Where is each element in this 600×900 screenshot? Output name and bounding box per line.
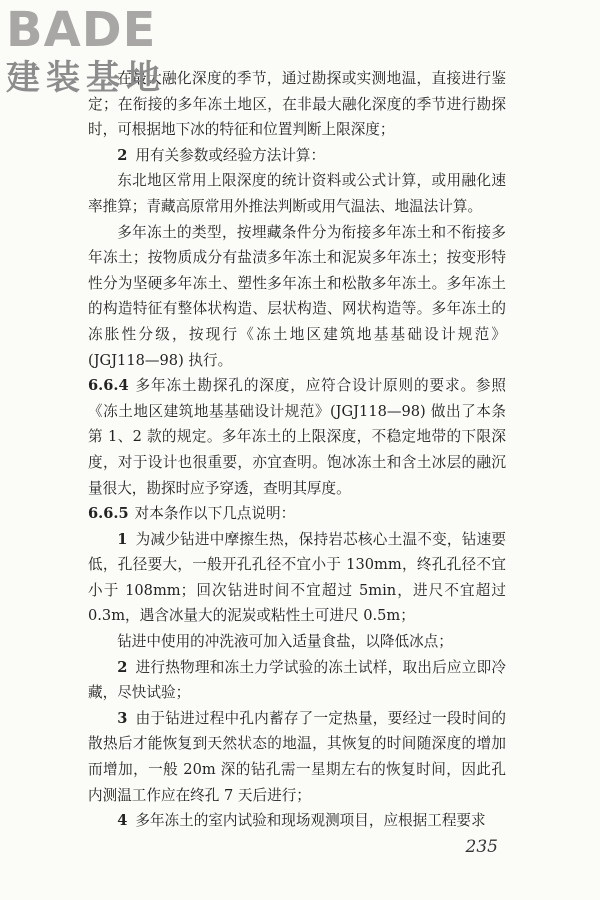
paragraph-text: 多年冻土勘探孔的深度，应符合设计原则的要求。参照《冻土地区建筑地基基础设计规范》(JGJ118—98) 做出了本条第 1、2 款的规定。多年冻土的上限深度，不稳定地带的下限深度，对于设计也很重要，亦宜查明。饱冰冻土和含土冰层的融沉量很大，勘探时应予穿透，查明其厚度。 [88,377,506,497]
paragraph-text: 多年冻土的类型，按埋藏条件分为衔接多年冻土和不衔接多年冻土；按物质成分有盐渍多年冻土和泥炭多年冻土；按变形特性分为坚硬多年冻土、塑性多年冻土和松散多年冻土。多年冻土的构造特征有整体状构造、层状构造、网状构造等。多年冻土的冻胀性分级，按现行《冻土地区建筑地基基础设计规范》(JGJ118—98) 执行。 [88,223,506,369]
paragraph-item-4 [88,808,506,834]
paragraph-item-2b [88,655,506,706]
paragraph-northeast-calc [88,168,506,219]
watermark-brand: BADE [6,2,157,58]
paragraph-text: 由于钻进过程中孔内蓄存了一定热量，要经过一段时间的散热后才能恢复到天然状态的地温，其恢复的时间随深度的增加而增加，一般 20m 深的钻孔需一星期左右的恢复时间，因此孔内测温工作应在终孔 7 天后进行； [88,709,506,804]
paragraph-text: 钻进中使用的冲洗液可加入适量食盐，以降低冰点； [117,633,453,651]
item-number: 1 [117,530,128,548]
page-number: 235 [465,837,498,857]
item-number: 4 [117,812,128,830]
paragraph-item-1 [88,527,506,629]
watermark-subtitle: 建装基地 [6,58,166,98]
paragraph-text: 对本条作以下几点说明： [134,505,296,523]
paragraph-text: 在最大融化深度的季节，通过勘探或实测地温，直接进行鉴定；在衔接的多年冻土地区，在非最大融化深度的季节进行勘探时，可根据地下冰的特征和位置判断上限深度； [88,70,506,139]
paragraph-flushing-fluid [88,629,506,655]
item-number: 2 [117,658,128,676]
body-text [88,66,506,834]
paragraph-text: 进行热物理和冻土力学试验的冻土试样，取出后应立即冷藏，尽快试验； [88,658,506,702]
item-number: 2 [117,146,128,164]
clause-6-6-4 [88,373,506,501]
clause-number: 6.6.5 [88,505,129,523]
paragraph-item-3 [88,706,506,808]
paragraph-text: 东北地区常用上限深度的统计资料或公式计算，或用融化速率推算；青藏高原常用外推法判断或用气温法、地温法计算。 [88,172,506,215]
item-number: 3 [117,709,128,727]
clause-number: 6.6.4 [88,377,129,395]
bade-watermark-logo [6,4,176,104]
paragraph-text: 用有关参数或经验方法计算： [135,146,326,164]
paragraph-item-2 [88,143,506,169]
paragraph-permafrost-types [88,220,506,374]
paragraph-text: 多年冻土的室内试验和现场观测项目，应根据工程要求 [135,812,486,830]
clause-6-6-5 [88,501,506,527]
paragraph-text: 为减少钻进中摩擦生热，保持岩芯核心土温不变，钻速要低，孔径要大，一般开孔孔径不宜小于 130mm，终孔孔径不宜小于 108mm；回次钻进时间不宜超过 5min，进尺不宜超过 0.3m，遇含冰量大的泥炭或粘性土可进尺 0.5m； [88,530,506,625]
